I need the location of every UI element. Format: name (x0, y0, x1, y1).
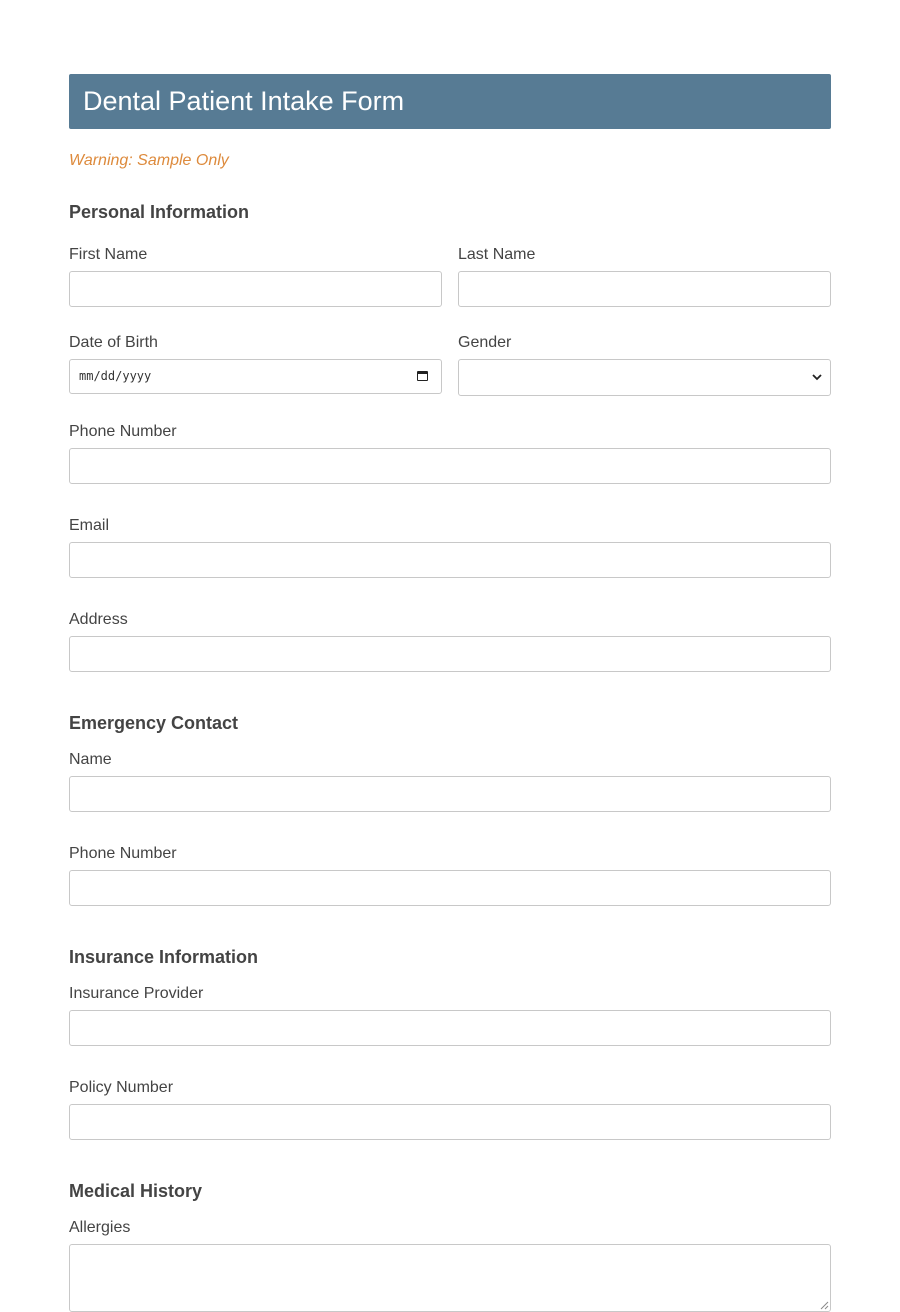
gender-select[interactable] (458, 359, 831, 396)
email-label: Email (69, 517, 110, 534)
emergency-phone-label: Phone Number (69, 845, 177, 862)
last-name-input[interactable] (458, 271, 831, 307)
address-input[interactable] (69, 636, 831, 672)
emergency-phone-group (69, 844, 831, 906)
dob-label: Date of Birth (69, 334, 158, 351)
emergency-name-input[interactable] (69, 776, 831, 812)
warning-text: Warning: Sample Only (69, 152, 229, 169)
resize-handle-icon[interactable] (819, 1300, 829, 1310)
section-title-insurance: Insurance Information (69, 947, 259, 967)
first-name-input[interactable] (69, 271, 442, 307)
allergies-textarea[interactable] (69, 1244, 831, 1312)
section-title-personal: Personal Information (69, 202, 250, 222)
gender-group (458, 333, 831, 396)
policy-number-input[interactable] (69, 1104, 831, 1140)
form-header (69, 74, 831, 129)
emergency-phone-input[interactable] (69, 870, 831, 906)
phone-label: Phone Number (69, 423, 177, 440)
emergency-name-group (69, 750, 831, 812)
section-title-emergency: Emergency Contact (69, 713, 239, 733)
insurance-provider-label: Insurance Provider (69, 985, 204, 1002)
section-title-medical: Medical History (69, 1181, 203, 1201)
first-name-group (69, 245, 442, 307)
phone-input[interactable] (69, 448, 831, 484)
address-group (69, 610, 831, 672)
last-name-label: Last Name (458, 246, 536, 263)
chevron-down-icon (812, 373, 822, 381)
last-name-group (458, 245, 831, 307)
gender-label: Gender (458, 334, 512, 351)
email-input[interactable] (69, 542, 831, 578)
phone-group (69, 422, 831, 484)
dob-gender-row (69, 333, 831, 396)
dob-input[interactable] (69, 359, 442, 394)
email-group (69, 516, 831, 578)
dob-group (69, 333, 442, 396)
policy-number-label: Policy Number (69, 1079, 174, 1096)
calendar-icon[interactable] (417, 371, 428, 381)
name-row (69, 245, 831, 307)
insurance-provider-group (69, 984, 831, 1046)
allergies-group (69, 1218, 831, 1312)
address-label: Address (69, 611, 128, 628)
allergies-label: Allergies (69, 1219, 131, 1236)
dob-placeholder: mm/dd/yyyy (79, 369, 152, 383)
emergency-name-label: Name (69, 751, 112, 768)
intake-form (69, 74, 831, 1312)
form-title: Dental Patient Intake Form (83, 86, 405, 116)
first-name-label: First Name (69, 246, 148, 263)
insurance-provider-input[interactable] (69, 1010, 831, 1046)
policy-number-group (69, 1078, 831, 1140)
